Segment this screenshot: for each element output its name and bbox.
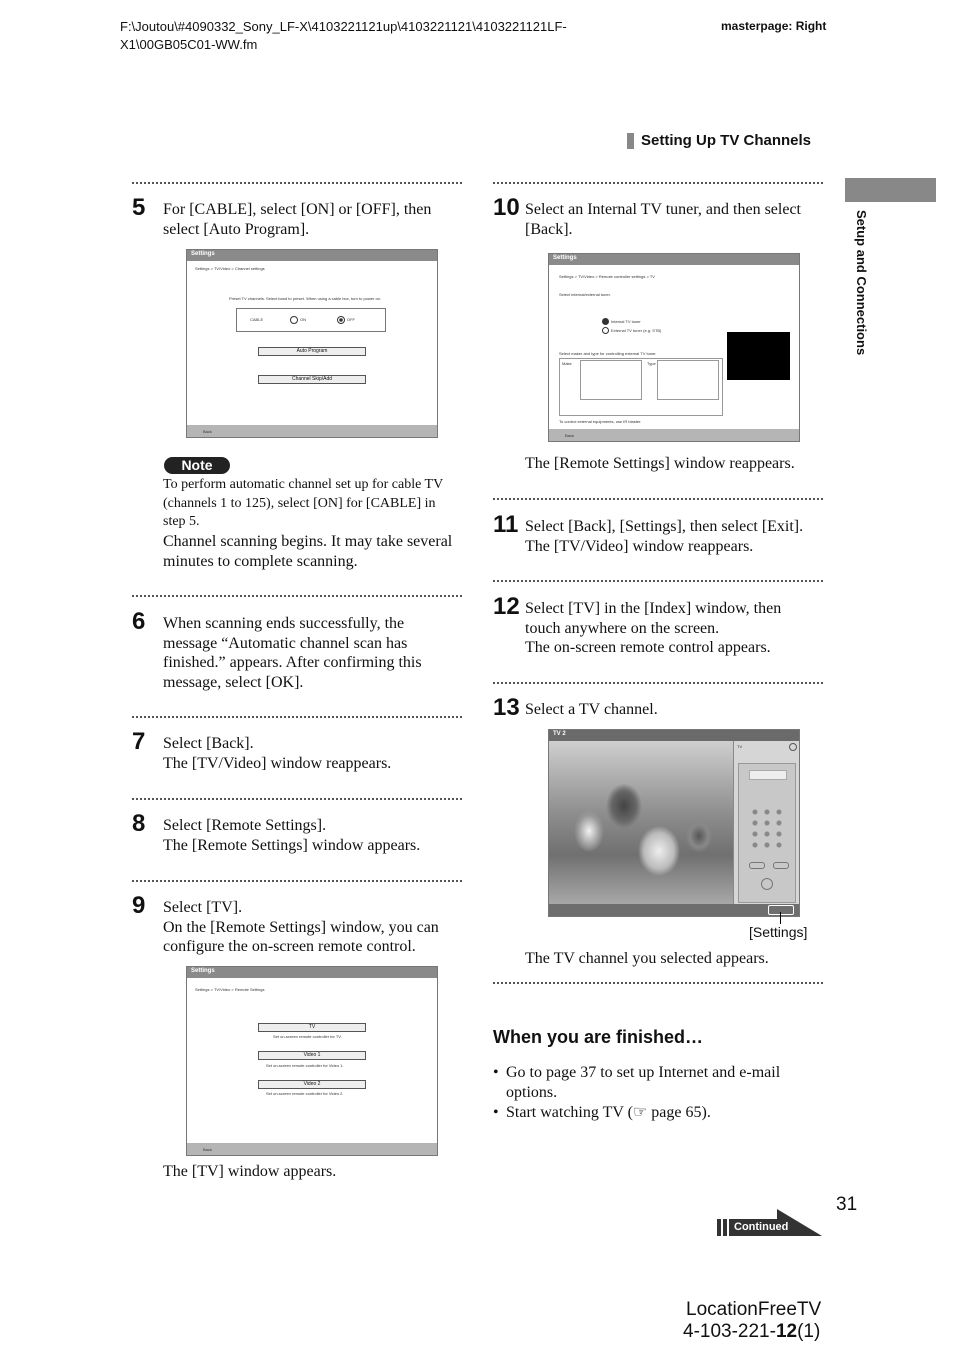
finished-bullet-2: • Start watching TV (☞ page 65).	[493, 1104, 711, 1121]
note-followup	[163, 532, 463, 571]
video1-button[interactable]: Video 1	[258, 1051, 366, 1060]
tuner-select-label: Select internal/external tuner.	[559, 292, 611, 297]
radio-icon[interactable]	[290, 316, 298, 324]
step-5-line1: For [CABLE], select [ON] or [OFF], then	[163, 201, 432, 218]
breadcrumb: Settings > TV/Video > Remote Settings	[195, 987, 265, 992]
window-bottom-bar	[187, 1143, 437, 1155]
step-6-line1: When scanning ends successfully, the	[163, 615, 405, 632]
section-title: Setting Up TV Channels	[641, 132, 812, 149]
ok-button[interactable]	[761, 878, 773, 890]
type-list[interactable]	[657, 360, 719, 400]
black-image	[727, 332, 790, 380]
make-label: Make	[562, 361, 572, 366]
continued-stripe	[717, 1219, 721, 1236]
window-bottom-bar	[549, 904, 799, 916]
remote-display	[749, 770, 787, 780]
step-number: 6	[132, 608, 146, 635]
window-title-bar	[187, 967, 437, 978]
tv-button[interactable]: TV	[258, 1023, 366, 1032]
window-title-bar	[549, 254, 799, 265]
internal-tuner-option: Internal TV tuner	[611, 319, 641, 324]
note-line3: step 5.	[163, 514, 200, 529]
remote-settings-screenshot	[186, 966, 438, 1156]
cable-label: CABLE	[250, 317, 264, 322]
ir-blaster-note: To control external equipments, use IR blaster.	[559, 419, 642, 424]
back-button[interactable]: Back	[203, 429, 212, 434]
step-8-line1: Select [Remote Settings].	[163, 817, 327, 834]
continued-stripe	[723, 1219, 727, 1236]
remote-keypad	[738, 763, 796, 903]
window-title-bar	[549, 730, 799, 741]
divider	[493, 498, 823, 500]
page-number: 31	[836, 1194, 858, 1215]
breadcrumb: Settings > TV/Video > Remote controller settings > TV	[559, 274, 655, 279]
tv-description: Set on-screen remote controller for TV.	[273, 1034, 342, 1039]
settings-button[interactable]	[768, 905, 794, 915]
football-image	[549, 741, 733, 904]
divider	[493, 682, 823, 684]
external-tuner-option: External TV tuner (e.g. STB)	[611, 328, 662, 333]
back-button[interactable]: Back	[565, 433, 574, 438]
auto-program-button[interactable]: Auto Program	[258, 347, 366, 356]
finished-bullet-1: • Go to page 37 to set up Internet and e-mail options.	[493, 1063, 813, 1102]
channel-skip-add-button[interactable]: Channel Skip/Add	[258, 375, 366, 384]
bullet-1-line1: Go to page 37 to set up Internet and e-mail	[506, 1064, 781, 1081]
step-7-line1: Select [Back].	[163, 735, 254, 752]
divider	[132, 880, 462, 882]
file-path-line1: F:\Joutou\#4090332_Sony_LF-X\4103221121up\4103221121\4103221121LF-	[120, 19, 567, 34]
step-10-line1: Select an Internal TV tuner, and then select	[525, 201, 801, 218]
window-title: TV 2	[553, 731, 566, 737]
divider	[132, 798, 462, 800]
step-12-line2: touch anywhere on the screen.	[525, 619, 720, 637]
tv-screen-screenshot	[548, 729, 800, 917]
window-title-bar	[187, 250, 437, 261]
breadcrumb: Settings > TV/Video > Channel settings	[195, 266, 265, 271]
product-code	[683, 1321, 820, 1343]
product-name: LocationFreeTV	[686, 1299, 822, 1320]
finished-heading: When you are finished…	[493, 1027, 704, 1047]
step-11-line2: The [TV/Video] window reappears.	[525, 537, 754, 555]
step-number: 12	[493, 593, 520, 620]
back-button[interactable]: Back	[203, 1147, 212, 1152]
step-number: 7	[132, 728, 146, 755]
step-9-line2: On the [Remote Settings] window, you can	[163, 918, 439, 936]
on-label: ON	[300, 317, 306, 322]
step-6-text	[163, 614, 463, 692]
note-line5: minutes to complete scanning.	[163, 552, 358, 570]
divider	[493, 580, 823, 582]
code-prefix: 4-103-221-	[683, 1321, 776, 1342]
continued-label: Continued	[734, 1221, 789, 1233]
channel-button[interactable]	[749, 862, 765, 869]
step-10-result: The [Remote Settings] window reappears.	[525, 455, 795, 472]
step-5-line2: select [Auto Program].	[163, 220, 310, 238]
step-11-line1: Select [Back], [Settings], then select [Exit].	[525, 518, 804, 535]
masterpage-label: masterpage: Right	[721, 19, 827, 33]
settings-callout: [Settings]	[749, 924, 808, 940]
step-6-line3: finished.” appears. After confirming this	[163, 654, 422, 671]
step-5-text	[163, 200, 463, 239]
step-11-text	[525, 517, 825, 556]
step-13-text	[525, 700, 825, 720]
remote-panel	[733, 741, 800, 904]
callout-line	[780, 912, 781, 924]
step-9-result: The [TV] window appears.	[163, 1163, 337, 1180]
preset-message: Preset TV channels. Select band to preset. When using a cable box, turn to power on.	[229, 296, 382, 301]
note-text	[163, 476, 463, 532]
note-line1: To perform automatic channel set up for cable TV	[163, 477, 444, 492]
step-6-line2: message “Automatic channel scan has	[163, 634, 408, 652]
code-suffix: (1)	[797, 1321, 821, 1342]
window-title: Settings	[191, 251, 215, 257]
window-bottom-bar	[187, 425, 437, 437]
close-icon[interactable]	[789, 743, 797, 751]
step-9-line3: configure the on-screen remote control.	[163, 938, 416, 955]
note-badge: Note	[164, 457, 230, 474]
step-8-text	[163, 816, 463, 855]
file-path	[120, 18, 660, 54]
step-12-text	[525, 599, 825, 658]
step-10-line2: [Back].	[525, 220, 573, 238]
step-7-line2: The [TV/Video] window reappears.	[163, 754, 392, 772]
step-7-text	[163, 734, 463, 773]
side-tab-bar	[845, 178, 936, 202]
step-number: 9	[132, 892, 146, 919]
step-13-result: The TV channel you selected appears.	[525, 950, 769, 967]
divider	[493, 182, 823, 184]
video1-description: Set on-screen remote controller for Video 1.	[266, 1063, 344, 1068]
step-number: 11	[493, 511, 519, 538]
off-label: OFF	[347, 317, 355, 322]
note-line4: Channel scanning begins. It may take several	[163, 533, 453, 550]
note-line2: (channels 1 to 125), select [ON] for [CABLE] in	[163, 495, 436, 511]
divider	[132, 716, 462, 718]
file-path-line2: X1\00GB05C01-WW.fm	[120, 37, 258, 52]
video2-button[interactable]: Video 2	[258, 1080, 366, 1089]
bullet-2-text: Start watching TV (☞ page 65).	[506, 1104, 711, 1121]
continued-tab	[717, 1209, 823, 1237]
step-9-line1: Select [TV].	[163, 899, 243, 916]
side-tab-label: Setup and Connections	[854, 210, 869, 356]
volume-button[interactable]	[773, 862, 789, 869]
step-6-line4: message, select [OK].	[163, 673, 304, 691]
maker-label: Select maker and type for controlling external TV tuner.	[559, 351, 657, 356]
step-number: 5	[132, 194, 146, 221]
type-label: Type	[647, 361, 656, 366]
radio-icon[interactable]	[602, 327, 609, 334]
step-number: 10	[493, 194, 520, 221]
divider	[493, 982, 823, 984]
window-title: Settings	[191, 968, 215, 974]
make-list[interactable]	[580, 360, 642, 400]
divider	[132, 182, 462, 184]
code-bold: 12	[775, 1321, 798, 1342]
step-9-text	[163, 898, 463, 957]
radio-selected-icon[interactable]	[602, 318, 609, 325]
step-10-text	[525, 200, 825, 239]
window-title: Settings	[553, 255, 577, 261]
step-12-line3: The on-screen remote control appears.	[525, 639, 771, 656]
bullet-1-line2: options.	[506, 1083, 558, 1101]
step-13-line1: Select a TV channel.	[525, 701, 658, 718]
window-bottom-bar	[549, 429, 799, 441]
step-number: 8	[132, 810, 146, 837]
section-marker	[627, 133, 634, 149]
channel-settings-screenshot	[186, 249, 438, 438]
step-12-line1: Select [TV] in the [Index] window, then	[525, 600, 782, 617]
number-keys[interactable]	[749, 808, 785, 852]
remote-panel-title: TV	[737, 744, 743, 749]
step-number: 13	[493, 694, 520, 721]
tv-remote-settings-screenshot	[548, 253, 800, 442]
video2-description: Set on-screen remote controller for Video 2.	[266, 1091, 344, 1096]
step-8-line2: The [Remote Settings] window appears.	[163, 836, 421, 854]
divider	[132, 595, 462, 597]
radio-selected-icon[interactable]	[337, 316, 345, 324]
